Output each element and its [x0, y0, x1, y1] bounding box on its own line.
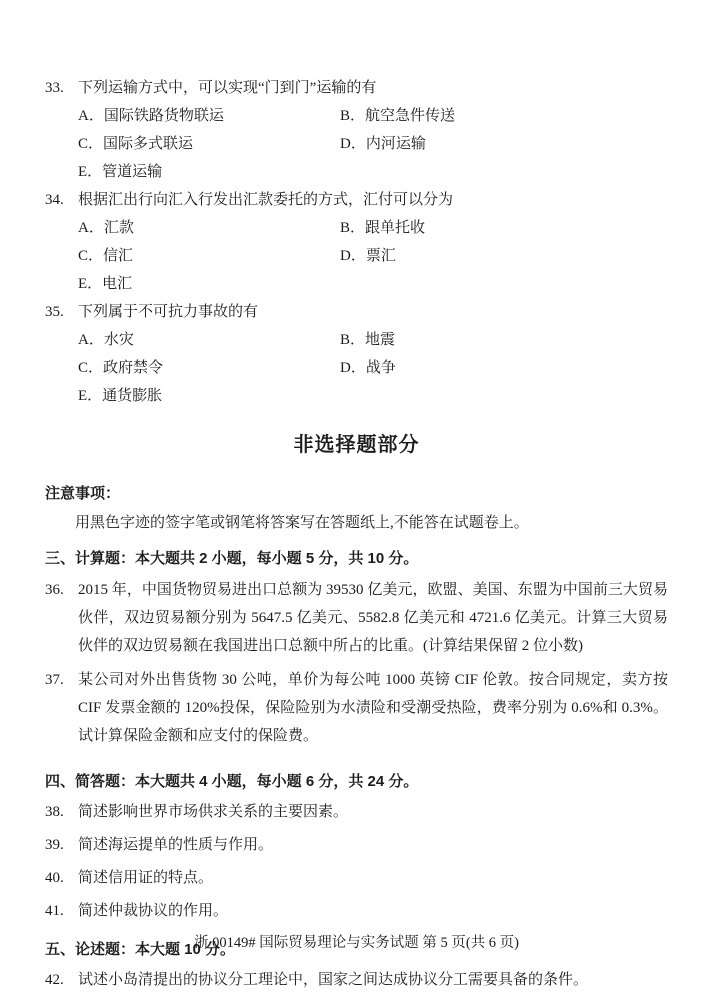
section-header-essay: 五、论述题：本大题 10 分。 — [45, 941, 236, 958]
question-41 — [45, 897, 668, 925]
option-a: A．水灾 — [78, 332, 134, 348]
option-e: E．管道运输 — [78, 164, 163, 180]
page-footer: 浙 00149# 国际贸易理论与实务试题 第 5 页(共 6 页) — [193, 935, 520, 951]
question-33 — [45, 74, 668, 186]
question-35-stem-row — [45, 298, 668, 326]
question-text: 某公司对外出售货物 30 公吨，单价为每公吨 1000 英镑 CIF 伦敦。按合同规定，卖方按 CIF 发票金额的 120%投保，保险险别为水渍险和受潮受热险，费率分别为 0.6%和 0.3%。试计算保险金额和应支付的保险费。 — [78, 672, 668, 744]
option-b: B．跟单托收 — [340, 220, 426, 236]
question-34-options — [78, 214, 668, 298]
question-34-stem-row — [45, 186, 668, 214]
section-title: 非选择题部分 — [293, 434, 420, 456]
question-38 — [45, 798, 668, 826]
question-text: 简述影响世界市场供求关系的主要因素。 — [78, 804, 349, 820]
notice-heading: 注意事项： — [45, 485, 121, 502]
question-text: 简述仲裁协议的作用。 — [78, 903, 229, 919]
section-header-calculation: 三、计算题：本大题共 2 小题，每小题 5 分，共 10 分。 — [45, 550, 419, 567]
option-b: B．地震 — [340, 332, 396, 348]
question-35-options — [78, 326, 668, 410]
question-stem: 根据汇出行向汇入行发出汇款委托的方式，汇付可以分为 — [78, 192, 454, 208]
question-number: 35. — [45, 304, 64, 320]
option-a: A．国际铁路货物联运 — [78, 108, 224, 124]
question-number: 42. — [45, 972, 64, 988]
question-number: 36. — [45, 582, 64, 598]
option-b: B．航空急件传送 — [340, 108, 456, 124]
question-text: 简述海运提单的性质与作用。 — [78, 837, 274, 853]
question-text: 简述信用证的特点。 — [78, 870, 214, 886]
question-number: 39. — [45, 837, 64, 853]
section-header-short-answer: 四、简答题：本大题共 4 小题，每小题 6 分，共 24 分。 — [45, 773, 419, 790]
option-d: D．内河运输 — [340, 136, 426, 152]
question-34 — [45, 186, 668, 298]
question-number: 41. — [45, 903, 64, 919]
question-text: 2015 年，中国货物贸易进出口总额为 39530 亿美元，欧盟、美国、东盟为中国前三大贸易伙伴，双边贸易额分别为 5647.5 亿美元、5582.8 亿美元和 4721.6 亿美元。计算三大贸易伙伴的双边贸易额在我国进出口总额中所占的比重。(计算结果保留 2 位小数) — [78, 582, 668, 654]
question-40 — [45, 864, 668, 892]
option-c: C．国际多式联运 — [78, 136, 194, 152]
question-number: 33. — [45, 80, 64, 96]
option-d: D．战争 — [340, 360, 396, 376]
question-33-stem-row — [45, 74, 668, 102]
option-e: E．通货膨胀 — [78, 388, 163, 404]
option-c: C．政府禁令 — [78, 360, 164, 376]
question-42 — [45, 966, 668, 994]
question-35 — [45, 298, 668, 410]
question-36 — [45, 576, 668, 660]
question-33-options — [78, 102, 668, 186]
question-37 — [45, 666, 668, 750]
question-number: 38. — [45, 804, 64, 820]
option-e: E．电汇 — [78, 276, 133, 292]
question-stem: 下列属于不可抗力事故的有 — [78, 304, 259, 320]
option-c: C．信汇 — [78, 248, 134, 264]
question-stem: 下列运输方式中，可以实现“门到门”运输的有 — [78, 80, 377, 96]
question-39 — [45, 831, 668, 859]
question-text: 试述小岛清提出的协议分工理论中，国家之间达成协议分工需要具备的条件。 — [78, 972, 589, 988]
question-number: 40. — [45, 870, 64, 886]
notice-text: 用黑色字迹的签字笔或钢笔将答案写在答题纸上,不能答在试题卷上。 — [75, 515, 529, 531]
option-d: D．票汇 — [340, 248, 396, 264]
option-a: A．汇款 — [78, 220, 134, 236]
question-number: 37. — [45, 672, 64, 688]
question-number: 34. — [45, 192, 64, 208]
